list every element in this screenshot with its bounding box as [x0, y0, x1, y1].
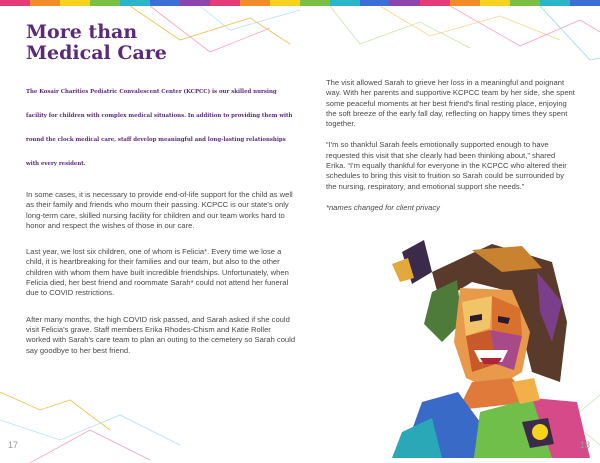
stripe-segment: [0, 0, 30, 6]
stripe-segment: [360, 0, 390, 6]
stripe-segment: [570, 0, 600, 6]
stripe-segment: [480, 0, 510, 6]
stripe-segment: [240, 0, 270, 6]
stripe-segment: [390, 0, 420, 6]
pop-art-portrait-image: [362, 232, 590, 458]
color-stripe: [0, 0, 600, 6]
right-page: [326, 78, 576, 213]
body-paragraph-1: In some cases, it is necessary to provide end-of-life support for the child as well as their family and friends who mourn their passing. KCPCC is our state's only long-term care, skilled nursing facility for children and our team works hard to honor and respect the wishes of those in our care.: [26, 190, 293, 230]
stripe-segment: [210, 0, 240, 6]
title-line-2: Medical Care: [26, 42, 167, 64]
stripe-segment: [330, 0, 360, 6]
body-paragraph-2: Last year, we lost six children, one of whom is Felicia*. Every time we lose a child, it is heartbreaking for their families and our team, but also to the other children with whom them have built incredible friendships. Unfortunately, when Felicia died, her best friend and roommate Sarah* could not attend her funeral due to COVID restrictions.: [26, 247, 289, 298]
intro-paragraph: The Kosair Charities Pediatric Convalescent Center (KCPCC) is our skilled nursing facility for children with complex medical situations. In addition to providing them with round the clock medical care, staff develop meaningful and long-lasting relationships with every resident.: [26, 89, 293, 167]
stripe-segment: [270, 0, 300, 6]
page-number-left: 17: [8, 440, 19, 450]
stripe-segment: [420, 0, 450, 6]
stripe-segment: [540, 0, 570, 6]
stripe-segment: [60, 0, 90, 6]
stripe-segment: [510, 0, 540, 6]
page-number-right: 18: [580, 440, 591, 450]
stripe-segment: [120, 0, 150, 6]
stripe-segment: [30, 0, 60, 6]
body-paragraph-3: After many months, the high COVID risk passed, and Sarah asked if she could visit Felicia's grave. Staff members Erika Rhodes-Chism and Katie Roller worked with Sarah's care team to plan an outing to the cemetery so Sarah could say goodbye to her best friend.: [26, 314, 296, 355]
quote-paragraph: “I'm so thankful Sarah feels emotionally supported enough to have requested this visit that she clearly had been thinking about,” shared Erika. “I'm equally thankful for everyone in the KCPCC who altered their schedules to bring this visit to fruition so Sarah could be surrounded by the nursing, respiratory, and emotional support she needs.”: [326, 140, 567, 191]
page-title: [26, 22, 226, 64]
stripe-segment: [180, 0, 210, 6]
title-line-1: More than: [26, 21, 138, 43]
stripe-segment: [450, 0, 480, 6]
privacy-note: *names changed for client privacy: [326, 202, 440, 212]
left-page: [26, 22, 296, 356]
stripe-segment: [150, 0, 180, 6]
stripe-segment: [300, 0, 330, 6]
body-paragraph-4: The visit allowed Sarah to grieve her loss in a meaningful and poignant way. With her parents and supportive KCPCC team by her side, she spent some peaceful moments at her best friend's final resting place, enjoying the soft breeze of the early fall day, reflecting on happy times they spent together.: [326, 78, 575, 129]
stripe-segment: [90, 0, 120, 6]
